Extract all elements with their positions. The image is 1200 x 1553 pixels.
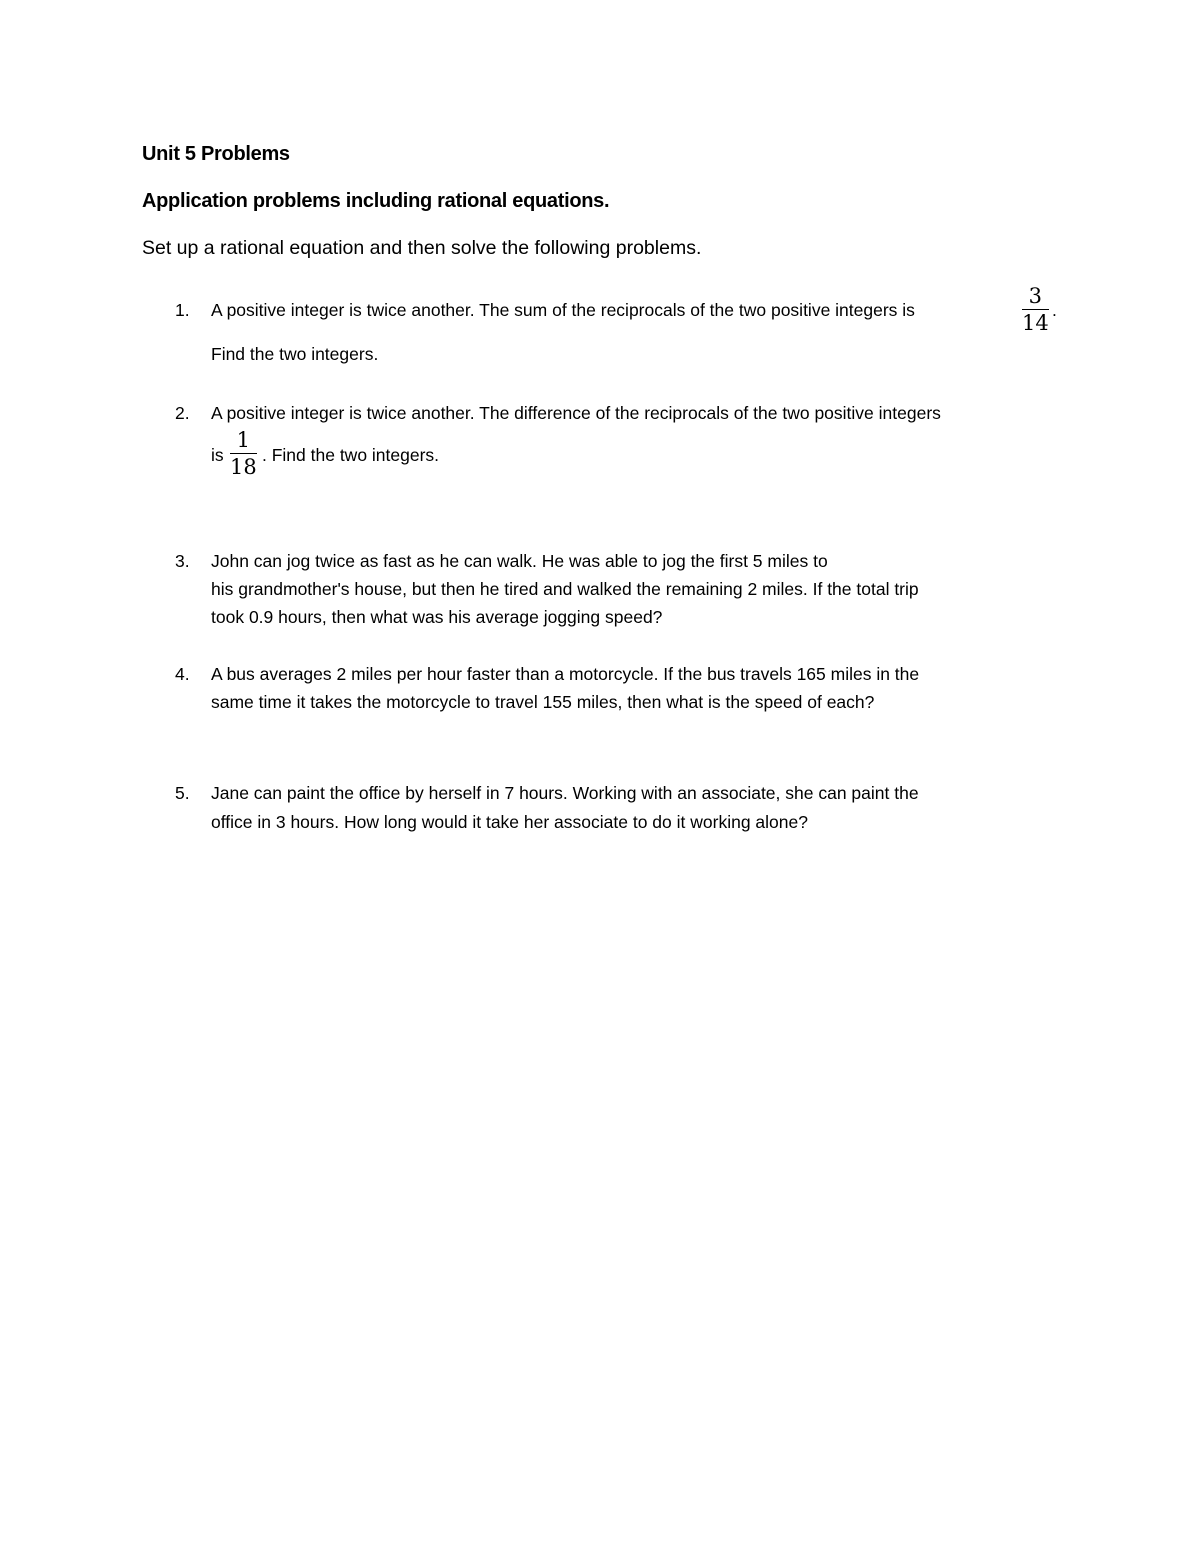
problem-text-line: A positive integer is twice another. The difference of the reciprocals of the two positive integers [211,403,941,423]
fraction-prefix: is [211,445,224,465]
problem-text-line: A positive integer is twice another. The sum of the reciprocals of the two positive integers is [211,300,915,320]
instructions: Set up a rational equation and then solve the following problems. [142,237,702,259]
fraction-suffix: . [1052,300,1057,320]
fraction-bar [230,453,257,454]
fraction-denominator: 14 [1022,311,1049,335]
fraction-denominator: 18 [230,455,257,479]
problem-text-line: John can jog twice as fast as he can walk. He was able to jog the first 5 miles to [211,551,828,571]
problem-number: 1. [175,300,190,320]
problem-text-line: same time it takes the motorcycle to travel 155 miles, then what is the speed of each? [211,692,875,712]
page-title: Unit 5 Problems [142,143,290,165]
problem-number: 5. [175,783,190,803]
problem-text-line: Find the two integers. [211,344,379,364]
problem-text-line: took 0.9 hours, then what was his average jogging speed? [211,607,663,627]
problem-number: 3. [175,551,190,571]
page-subtitle: Application problems including rational equations. [142,190,610,212]
fraction-numerator: 1 [236,428,251,452]
problem-number: 4. [175,664,190,684]
problem-text-line: Jane can paint the office by herself in 7 hours. Working with an associate, she can paint the [211,783,919,803]
problem-text-line: A bus averages 2 miles per hour faster than a motorcycle. If the bus travels 165 miles in the [211,664,920,684]
fraction-numerator: 3 [1028,284,1043,308]
fraction-bar [1022,309,1049,310]
problem-text-line: his grandmother's house, but then he tired and walked the remaining 2 miles. If the total trip [211,579,919,599]
fraction [1022,284,1049,335]
problem-text-line: office in 3 hours. How long would it take her associate to do it working alone? [211,812,808,832]
problem-number: 2. [175,403,190,423]
fraction [230,428,257,479]
fraction-suffix: . Find the two integers. [262,445,440,465]
